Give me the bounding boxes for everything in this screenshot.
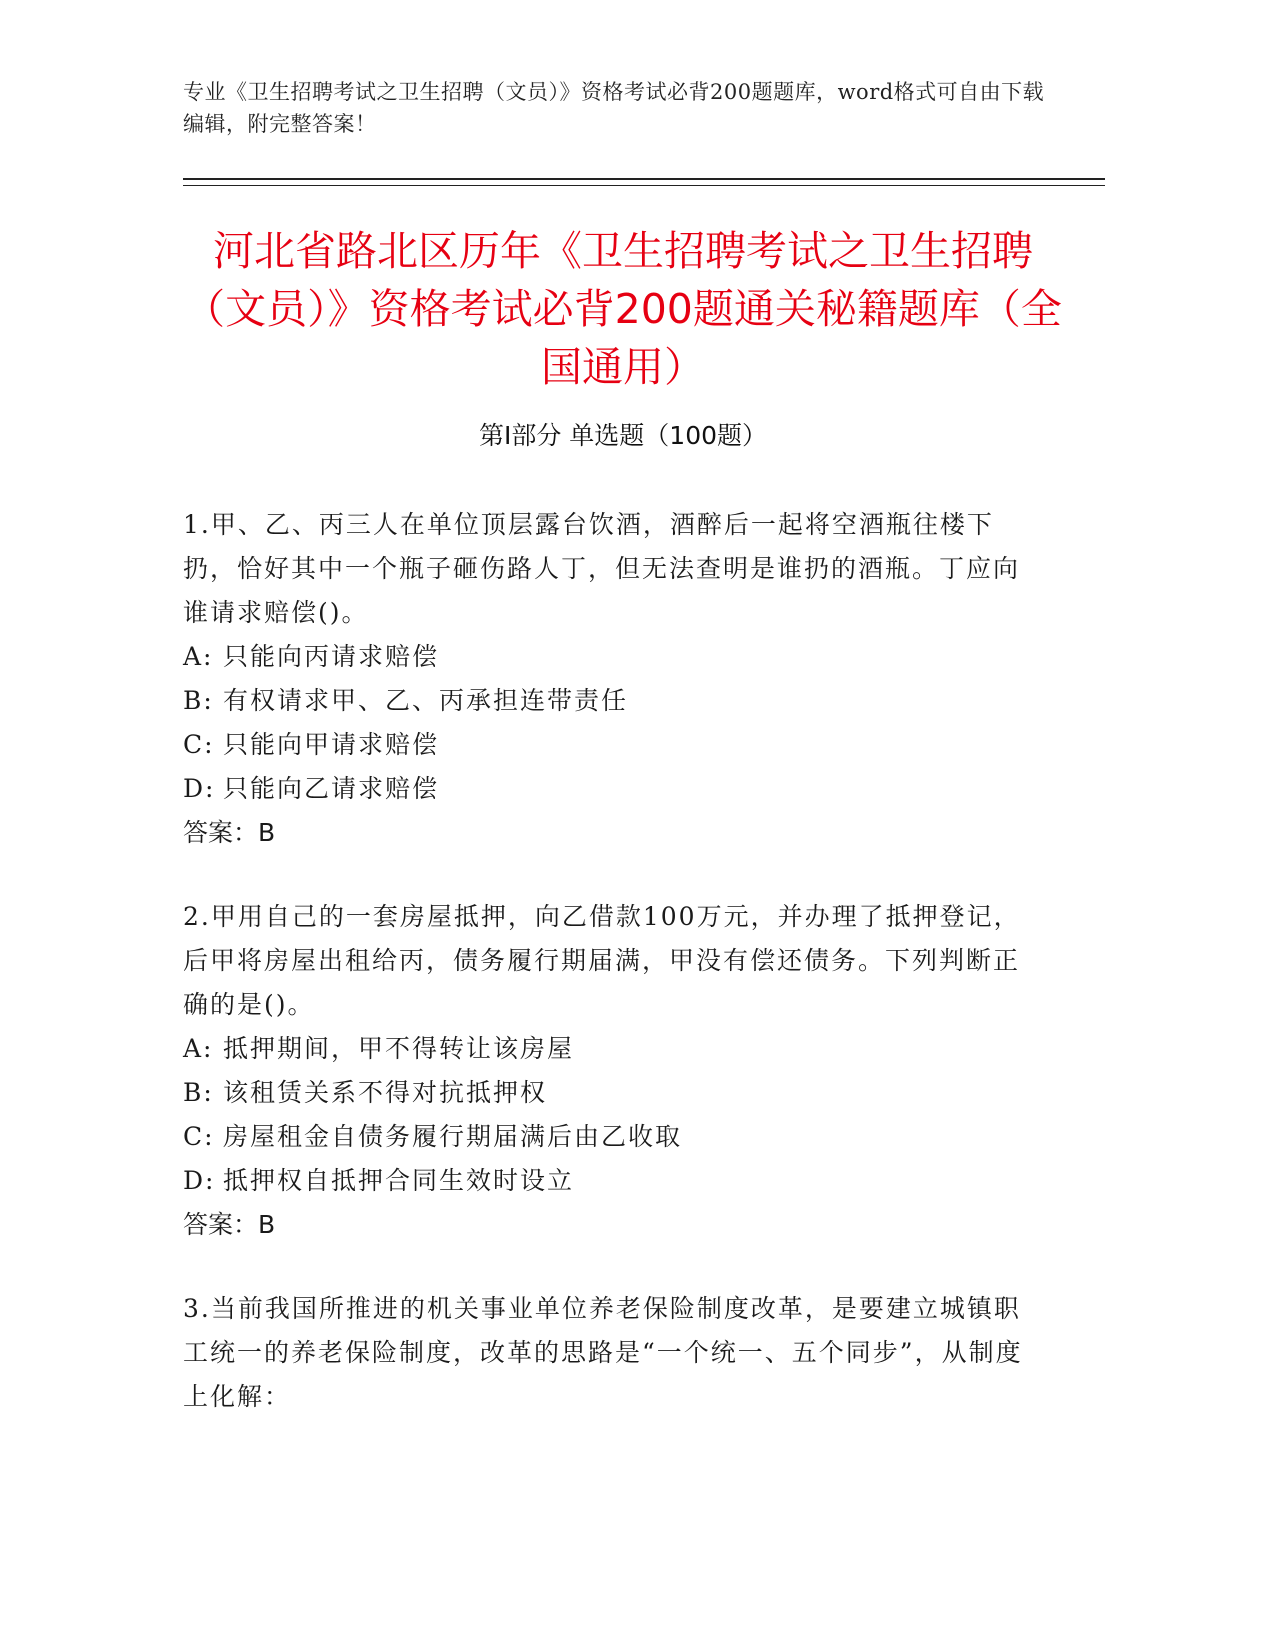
option-text: 抵押期间，甲不得转让该房屋 xyxy=(223,1034,575,1063)
option-text: 只能向甲请求赔偿 xyxy=(223,730,440,759)
option-letter: B: xyxy=(183,686,214,715)
option-letter: B: xyxy=(183,1078,214,1107)
option-text: 抵押权自抵押合同生效时设立 xyxy=(223,1166,575,1195)
question-2 xyxy=(183,895,1043,1247)
option-c xyxy=(183,723,1043,767)
option-letter: D: xyxy=(183,774,216,803)
header-note: 专业《卫生招聘考试之卫生招聘（文员）》资格考试必背200题题库，word格式可自由下载编辑，附完整答案！ xyxy=(183,80,1045,136)
answer-line: 答案：B xyxy=(183,818,276,847)
option-letter: C: xyxy=(183,730,215,759)
question-stem: 3.当前我国所推进的机关事业单位养老保险制度改革，是要建立城镇职工统一的养老保险制度，改革的思路是“一个统一、五个同步”，从制度上化解： xyxy=(183,1294,1023,1411)
answer-line: 答案：B xyxy=(183,1210,276,1239)
option-text: 只能向丙请求赔偿 xyxy=(223,642,440,671)
option-a xyxy=(183,1027,1043,1071)
option-letter: A: xyxy=(183,1034,214,1063)
question-3 xyxy=(183,1287,1043,1419)
option-c xyxy=(183,1115,1043,1159)
question-1 xyxy=(183,503,1043,855)
question-stem: 1.甲、乙、丙三人在单位顶层露台饮酒，酒醉后一起将空酒瓶往楼下扔，恰好其中一个瓶子砸伤路人丁，但无法查明是谁扔的酒瓶。丁应向谁请求赔偿()。 xyxy=(183,510,1021,627)
document-title: 河北省路北区历年《卫生招聘考试之卫生招聘（文员）》资格考试必背200题通关秘籍题库（全国通用） xyxy=(184,227,1062,391)
option-text: 该租赁关系不得对抗抵押权 xyxy=(223,1078,548,1107)
option-letter: D: xyxy=(183,1166,216,1195)
option-letter: C: xyxy=(183,1122,215,1151)
option-a xyxy=(183,635,1043,679)
option-d xyxy=(183,767,1043,811)
option-d xyxy=(183,1159,1043,1203)
header-divider-thin xyxy=(183,185,1105,186)
option-b xyxy=(183,679,1043,723)
header-divider-thick xyxy=(183,178,1105,180)
question-stem: 2.甲用自己的一套房屋抵押，向乙借款100万元，并办理了抵押登记，后甲将房屋出租给丙，债务履行期届满，甲没有偿还债务。下列判断正确的是()。 xyxy=(183,902,1021,1019)
option-text: 房屋租金自债务履行期届满后由乙收取 xyxy=(223,1122,683,1151)
option-b xyxy=(183,1071,1043,1115)
option-text: 只能向乙请求赔偿 xyxy=(223,774,440,803)
option-text: 有权请求甲、乙、丙承担连带责任 xyxy=(223,686,629,715)
option-letter: A: xyxy=(183,642,214,671)
section-heading: 第I部分 单选题（100题） xyxy=(478,421,768,450)
